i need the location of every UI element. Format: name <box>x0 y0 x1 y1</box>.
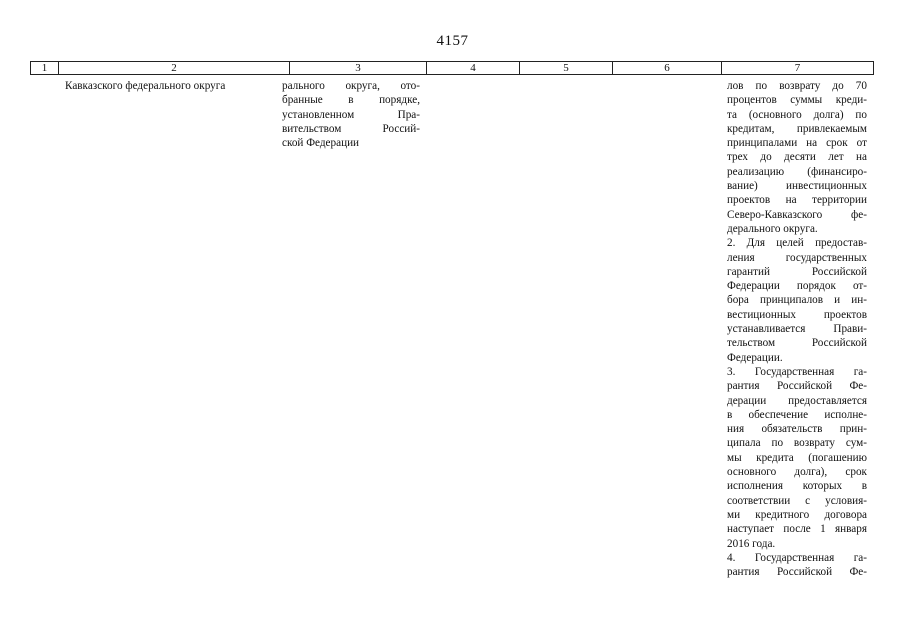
text-line: наступает после 1 января <box>727 523 867 536</box>
table-header-row <box>30 61 874 75</box>
column-header-3: 3 <box>290 62 427 74</box>
text-line: вительством Россий- <box>282 122 420 135</box>
text-line: бранные в порядке, <box>282 94 420 107</box>
text-line: основного долга), срок <box>727 466 867 479</box>
text-line: бора принципалов и ин- <box>727 294 867 307</box>
text-line: ления государственных <box>727 251 867 264</box>
text-line: трех до десяти лет на <box>727 151 867 164</box>
text-line: та (основного долга) по <box>727 108 867 121</box>
text-line: Федерации порядок от- <box>727 280 867 293</box>
text-line: вание) инвестиционных <box>727 180 867 193</box>
text-line: ми кредитного договора <box>727 508 867 521</box>
text-line: вестиционных проектов <box>727 308 867 321</box>
page-number: 4157 <box>436 33 469 49</box>
column-2-text <box>65 79 265 93</box>
text-line: проектов на территории <box>727 194 867 207</box>
column-header-5: 5 <box>520 62 613 74</box>
text-line: дерации предоставляется <box>727 394 867 407</box>
text-line: 4. Государственная га- <box>727 551 867 564</box>
column-header-1: 1 <box>31 62 59 74</box>
text-line: 3. Государственная га- <box>727 365 867 378</box>
text-line: мы кредита (погашению <box>727 451 867 464</box>
column-header-2: 2 <box>59 62 290 74</box>
text-line: устанавливается Прави- <box>727 323 867 336</box>
text-line: Федерации. <box>727 351 783 364</box>
text-line: установленном Пра- <box>282 108 420 121</box>
text-line: исполнения которых в <box>727 480 867 493</box>
text-line: рантия Российской Фе- <box>727 566 867 579</box>
text-line: в обеспечение исполне- <box>727 408 867 421</box>
text-line: гарантий Российской <box>727 265 867 278</box>
text-line: 2. Для целей предостав- <box>727 237 867 250</box>
text-line: ской Федерации <box>282 137 360 150</box>
text-line: принципалами на срок от <box>727 137 867 150</box>
text-line: 2016 года. <box>727 537 776 550</box>
column-header-7: 7 <box>794 62 801 74</box>
text-line: тельством Российской <box>727 337 867 350</box>
text-line: реализацию (финансиро- <box>727 165 867 178</box>
text-line: соответствии с условия- <box>727 494 867 507</box>
text-line: рантия Российской Фе- <box>727 380 867 393</box>
text-line: ципала по возврату сум- <box>727 437 867 450</box>
text-line: процентов суммы креди- <box>727 94 867 107</box>
text-line: рального округа, ото- <box>282 80 420 92</box>
column-header-6: 6 <box>613 62 722 74</box>
text-line: Северо-Кавказского фе- <box>727 208 867 221</box>
text-line: кредитам, привлекаемым <box>727 122 867 135</box>
text-line: лов по возврату до 70 <box>727 80 867 92</box>
text-line: ния обязательств прин- <box>727 423 867 436</box>
column-7-text <box>727 79 867 579</box>
column-header-4: 4 <box>427 62 520 74</box>
column-3-text <box>282 79 420 150</box>
text-line: дерального округа. <box>727 222 818 235</box>
text-line: Кавказского федерального округа <box>65 80 226 92</box>
